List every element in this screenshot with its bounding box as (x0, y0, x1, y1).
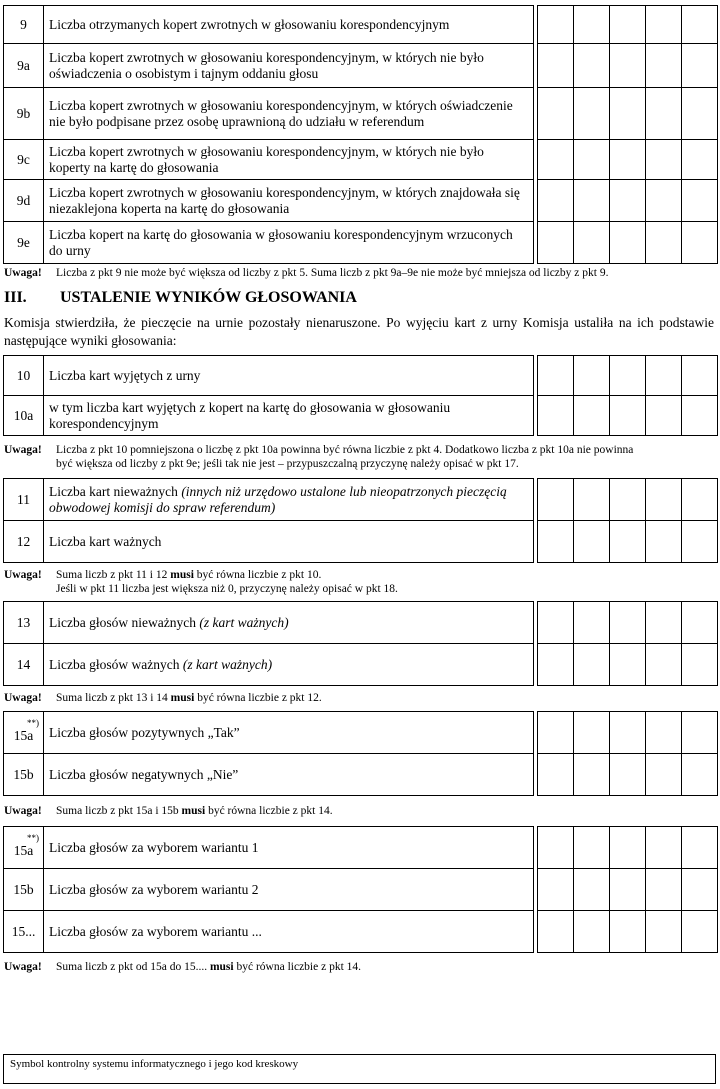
warning-note (4, 568, 398, 596)
footnote-marker: **) (27, 718, 39, 728)
row-number: 11 (4, 479, 44, 521)
warning-label: Uwaga! (4, 805, 42, 817)
digit-box[interactable] (682, 911, 718, 953)
row-label: Liczba głosów negatywnych „Nie” (44, 754, 534, 796)
digit-box[interactable] (574, 827, 610, 869)
digit-box[interactable] (646, 479, 682, 521)
warning-text: być równa liczbie z pkt 14. (236, 961, 362, 973)
row-label: Liczba głosów za wyborem wariantu 1 (44, 827, 534, 869)
row-label: Liczba kopert zwrotnych w głosowaniu korespondencyjnym, w których znajdowała się niezaklejona koperta na kartę do głosowania (44, 180, 534, 222)
digit-box[interactable] (610, 6, 646, 44)
row-number: 15... (4, 911, 44, 953)
table-row (4, 754, 718, 796)
digit-box[interactable] (646, 521, 682, 563)
digit-box[interactable] (610, 479, 646, 521)
warning-text: być równa liczbie z pkt 12. (197, 692, 322, 704)
digit-box[interactable] (574, 44, 610, 88)
digit-box[interactable] (646, 6, 682, 44)
row-label-text: Liczba głosów nieważnych (49, 614, 196, 630)
warning-note (4, 960, 361, 974)
digit-box[interactable] (682, 140, 718, 180)
table-row (4, 911, 718, 953)
digit-box[interactable] (574, 88, 610, 140)
digit-box[interactable] (646, 712, 682, 754)
row-number: 9b (4, 88, 44, 140)
row-number: 9a (4, 44, 44, 88)
row-number (4, 827, 44, 869)
digit-box[interactable] (610, 180, 646, 222)
digit-box[interactable] (646, 869, 682, 911)
row-label: Liczba głosów za wyborem wariantu ... (44, 911, 534, 953)
validity-table (3, 478, 718, 563)
digit-box[interactable] (538, 6, 574, 44)
row-number: 15b (4, 754, 44, 796)
row-number: 15b (4, 869, 44, 911)
digit-box[interactable] (610, 356, 646, 396)
digit-box[interactable] (610, 396, 646, 436)
digit-box[interactable] (610, 827, 646, 869)
table-row (4, 88, 718, 140)
votes-table (3, 601, 718, 686)
digit-box[interactable] (538, 754, 574, 796)
digit-box[interactable] (538, 602, 574, 644)
digit-box[interactable] (574, 644, 610, 686)
warning-label: Uwaga! (4, 267, 42, 279)
digit-box[interactable] (574, 521, 610, 563)
warning-label: Uwaga! (4, 692, 42, 704)
digit-box[interactable] (682, 180, 718, 222)
digit-box[interactable] (610, 754, 646, 796)
row-number: 10a (4, 396, 44, 436)
digit-box[interactable] (646, 396, 682, 436)
yes-no-table (3, 711, 718, 796)
digit-box[interactable] (682, 754, 718, 796)
warning-note (4, 804, 333, 818)
section-heading (4, 289, 357, 307)
table-row (4, 140, 718, 180)
warning-note (4, 266, 608, 280)
digit-box[interactable] (538, 222, 574, 264)
digit-box[interactable] (574, 911, 610, 953)
row-number (4, 712, 44, 754)
digit-box[interactable] (574, 180, 610, 222)
digit-box[interactable] (610, 88, 646, 140)
digit-box[interactable] (574, 140, 610, 180)
digit-box[interactable] (682, 6, 718, 44)
row-number: 9 (4, 6, 44, 44)
digit-box[interactable] (574, 356, 610, 396)
warning-emphasis: musi (181, 805, 206, 817)
warning-text: Liczba z pkt 9 nie może być większa od liczby z pkt 5. Suma liczb z pkt 9a–9e nie może być mniejsza od liczby z pkt 9. (56, 267, 609, 279)
ballots-table (3, 355, 718, 436)
digit-box[interactable] (646, 222, 682, 264)
row-number: 13 (4, 602, 44, 644)
table-row (4, 6, 718, 44)
row-label-italic: (z kart ważnych) (199, 614, 289, 630)
digit-box[interactable] (682, 827, 718, 869)
warning-label: Uwaga! (4, 961, 42, 973)
digit-box[interactable] (574, 869, 610, 911)
digit-box[interactable] (682, 712, 718, 754)
table-row (4, 44, 718, 88)
digit-box[interactable] (646, 140, 682, 180)
section-title: USTALENIE WYNIKÓW GŁOSOWANIA (60, 289, 357, 306)
table-row (4, 396, 718, 436)
digit-box[interactable] (646, 911, 682, 953)
row-label: Liczba kopert zwrotnych w głosowaniu korespondencyjnym, w których nie było koperty na kartę do głosowania (44, 140, 534, 180)
footnote-marker: **) (27, 833, 39, 843)
warning-emphasis: musi (170, 692, 195, 704)
digit-box[interactable] (682, 602, 718, 644)
digit-box[interactable] (538, 140, 574, 180)
row-label: w tym liczba kart wyjętych z kopert na kartę do głosowania w głosowaniu korespondencyjnym (44, 396, 534, 436)
correspondence-table (3, 5, 718, 264)
digit-box[interactable] (682, 644, 718, 686)
table-row (4, 180, 718, 222)
table-row (4, 479, 718, 521)
digit-box[interactable] (574, 6, 610, 44)
row-label: Liczba głosów za wyborem wariantu 2 (44, 869, 534, 911)
row-number: 12 (4, 521, 44, 563)
table-row (4, 827, 718, 869)
row-number: 14 (4, 644, 44, 686)
digit-box[interactable] (646, 602, 682, 644)
digit-box[interactable] (682, 479, 718, 521)
digit-box[interactable] (610, 44, 646, 88)
digit-box[interactable] (574, 712, 610, 754)
digit-box[interactable] (574, 396, 610, 436)
table-row (4, 521, 718, 563)
warning-text: Suma liczb z pkt 15a i 15b (56, 805, 179, 817)
barcode-box (3, 1054, 716, 1084)
warning-text: Suma liczb z pkt 11 i 12 (56, 569, 168, 581)
section-number: III. (4, 289, 27, 306)
digit-box[interactable] (538, 479, 574, 521)
row-label-italic: (innych niż urzędowo ustalone lub nieopatrzonych pieczęcią obwodowej komisji do spraw referendum) (49, 483, 507, 515)
table-row (4, 644, 718, 686)
row-number: 10 (4, 356, 44, 396)
table-row (4, 222, 718, 264)
digit-box[interactable] (610, 644, 646, 686)
digit-box[interactable] (538, 88, 574, 140)
digit-box[interactable] (682, 396, 718, 436)
warning-label: Uwaga! (4, 444, 42, 456)
row-label: Liczba kart wyjętych z urny (44, 356, 534, 396)
row-label-italic: (z kart ważnych) (182, 656, 273, 672)
table-row (4, 869, 718, 911)
warning-text: być równa liczbie z pkt 10. (196, 569, 322, 581)
digit-box[interactable] (610, 712, 646, 754)
row-label: Liczba kopert zwrotnych w głosowaniu korespondencyjnym, w których nie było oświadczenia o osobistym i tajnym oddaniu głosu (44, 44, 534, 88)
digit-box[interactable] (574, 222, 610, 264)
row-label-text: Liczba kart nieważnych (49, 483, 178, 499)
row-label: Liczba kopert zwrotnych w głosowaniu korespondencyjnym, w których oświadczenie nie było podpisane przez osobę uprawnioną do udziału w referendum (44, 88, 534, 140)
warning-label: Uwaga! (4, 569, 42, 581)
digit-box[interactable] (610, 521, 646, 563)
table-row (4, 712, 718, 754)
digit-box[interactable] (646, 754, 682, 796)
digit-box[interactable] (538, 869, 574, 911)
row-label: Liczba otrzymanych kopert zwrotnych w głosowaniu korespondencyjnym (44, 6, 534, 44)
row-number: 9e (4, 222, 44, 264)
barcode-label: Symbol kontrolny systemu informatycznego i jego kod kreskowy (10, 1058, 299, 1070)
table-row (4, 602, 718, 644)
intro-paragraph: Komisja stwierdziła, że pieczęcie na urnie pozostały nienaruszone. Po wyjęciu kart z urny Komisja ustaliła na ich podstawie następujące wyniki głosowania: (4, 315, 714, 348)
warning-text-2: Jeśli w pkt 11 liczba jest większa niż 0, przyczynę należy opisać w pkt 18. (56, 583, 398, 595)
digit-box[interactable] (610, 222, 646, 264)
digit-box[interactable] (538, 911, 574, 953)
digit-box[interactable] (646, 88, 682, 140)
digit-box[interactable] (610, 911, 646, 953)
digit-box[interactable] (682, 222, 718, 264)
warning-emphasis: musi (209, 961, 234, 973)
digit-box[interactable] (646, 356, 682, 396)
digit-box[interactable] (610, 140, 646, 180)
row-number-text: 15a (13, 728, 34, 743)
digit-box[interactable] (538, 44, 574, 88)
digit-box[interactable] (538, 521, 574, 563)
digit-box[interactable] (538, 396, 574, 436)
digit-box[interactable] (574, 754, 610, 796)
warning-note (4, 691, 322, 705)
digit-box[interactable] (610, 602, 646, 644)
warning-text: Suma liczb z pkt 13 i 14 (56, 692, 168, 704)
row-label (44, 602, 534, 644)
row-number: 9c (4, 140, 44, 180)
row-label (44, 644, 534, 686)
digit-box[interactable] (646, 180, 682, 222)
row-label: Liczba głosów pozytywnych „Tak” (44, 712, 534, 754)
digit-box[interactable] (682, 88, 718, 140)
variants-table (3, 826, 718, 953)
digit-box[interactable] (574, 602, 610, 644)
table-row (4, 356, 718, 396)
row-label: Liczba kart ważnych (44, 521, 534, 563)
warning-note (4, 443, 633, 471)
digit-box[interactable] (682, 356, 718, 396)
warning-emphasis: musi (170, 569, 194, 581)
digit-box[interactable] (538, 712, 574, 754)
digit-box[interactable] (682, 869, 718, 911)
digit-box[interactable] (682, 521, 718, 563)
digit-box[interactable] (574, 479, 610, 521)
digit-box[interactable] (538, 180, 574, 222)
digit-box[interactable] (646, 644, 682, 686)
digit-box[interactable] (538, 644, 574, 686)
warning-text: być równa liczbie z pkt 14. (208, 805, 333, 817)
digit-box[interactable] (646, 44, 682, 88)
warning-text-2: być większa od liczby z pkt 9e; jeśli tak nie jest – przypuszczalną przyczynę należy opisać w pkt 17. (56, 458, 519, 470)
row-label (44, 479, 534, 521)
warning-text: Suma liczb z pkt od 15a do 15.... (56, 961, 208, 973)
digit-box[interactable] (646, 827, 682, 869)
digit-box[interactable] (538, 356, 574, 396)
warning-text: Liczba z pkt 10 pomniejszona o liczbę z pkt 10a powinna być równa liczbie z pkt 4. Dodatkowo liczba z pkt 10a nie powinna (56, 444, 634, 456)
digit-box[interactable] (538, 827, 574, 869)
digit-box[interactable] (610, 869, 646, 911)
digit-box[interactable] (682, 44, 718, 88)
row-label: Liczba kopert na kartę do głosowania w głosowaniu korespondencyjnym wrzuconych do urny (44, 222, 534, 264)
row-number-text: 15a (13, 843, 34, 858)
row-label-text: Liczba głosów ważnych (49, 656, 180, 672)
row-number: 9d (4, 180, 44, 222)
